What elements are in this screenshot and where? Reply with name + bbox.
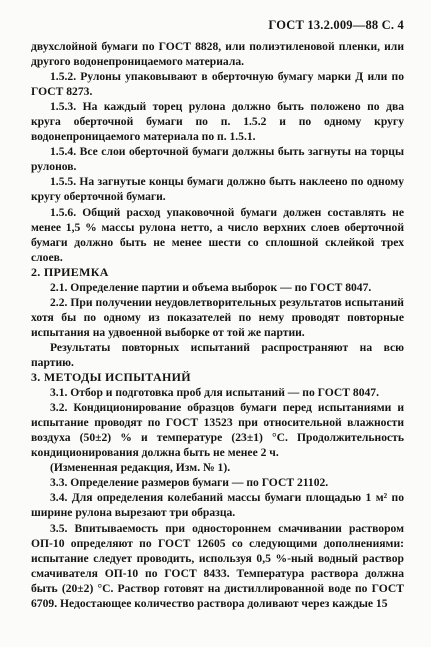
page-header: ГОСТ 13.2.009—88 С. 4 (268, 18, 404, 32)
paragraph-2-2-results: Результаты повторных испытаний распространяют на всю партию. (31, 340, 404, 369)
section-heading-test-methods: 3. МЕТОДЫ ИСПЫТАНИЙ (31, 370, 191, 385)
paragraph-3-1: 3.1. Отбор и подготовка проб для испытаний — по ГОСТ 8047. (50, 386, 380, 400)
paragraph-2-2: 2.2. При получении неудовлетворительных результатов испытаний хотя бы по одному из показателей по нему проводят повторные испытания на удвоенной выборке от той же партии. (31, 295, 404, 339)
document-body (31, 39, 404, 611)
paragraph-continuation: двухслойной бумаги по ГОСТ 8828, или полиэтиленовой пленки, или другого водонепроницаемого материала. (31, 40, 404, 69)
paragraph-3-4: 3.4. Для определения колебаний массы бумаги площадью 1 м² по ширине рулона вырезают три образца. (31, 491, 404, 520)
paragraph-3-3: 3.3. Определение размеров бумаги — по ГОСТ 21102. (50, 476, 329, 490)
amendment-note: (Измененная редакция, Изм. № 1). (50, 461, 231, 475)
paragraph-2-1: 2.1. Определение партии и объема выборок — по ГОСТ 8047. (50, 280, 372, 294)
paragraph-1-5-5: 1.5.5. На загнутые концы бумаги должно быть наклеено по одному кругу оберточной бумаги. (31, 175, 404, 204)
section-heading-acceptance: 2. ПРИЕМКА (31, 264, 109, 279)
paragraph-3-2: 3.2. Кондиционирование образцов бумаги перед испытаниями и испытание проводят по ГОСТ 13523 при относительной влажности воздуха (50±2) % и температуре (23±1) °С. Продолжительность кондиционирования должна быть не менее 2 ч. (31, 401, 404, 460)
paragraph-1-5-3: 1.5.3. На каждый торец рулона должно быть положено по два круга оберточной бумаги по п. 1.5.2 и по одному кругу водонепроницаемого материала по п. 1.5.1. (31, 100, 404, 144)
paragraph-1-5-4: 1.5.4. Все слои оберточной бумаги должны быть загнуты на торцы рулонов. (31, 145, 404, 174)
paragraph-1-5-2: 1.5.2. Рулоны упаковывают в оберточную бумагу марки Д или по ГОСТ 8273. (31, 70, 404, 99)
paragraph-3-5: 3.5. Впитываемость при одностороннем смачивании раствором ОП-10 определяют по ГОСТ 12605 со следующими дополнениями: испытание следует проводить, используя 0,5 %-ный водный раствор смачивателя ОП-10 по ГОСТ 8433. Температура раствора должна быть (20±2) °С. Раствор готовят на дистиллированной воде по ГОСТ 6709. Недостающее количество раствора доливают через каждые 15 (31, 521, 404, 610)
paragraph-1-5-6: 1.5.6. Общий расход упаковочной бумаги должен составлять не менее 1,5 % массы рулона нетто, а число верхних слоев оберточной бумаги должно быть не менее шести со сплошной склейкой трех слоев. (31, 205, 404, 264)
